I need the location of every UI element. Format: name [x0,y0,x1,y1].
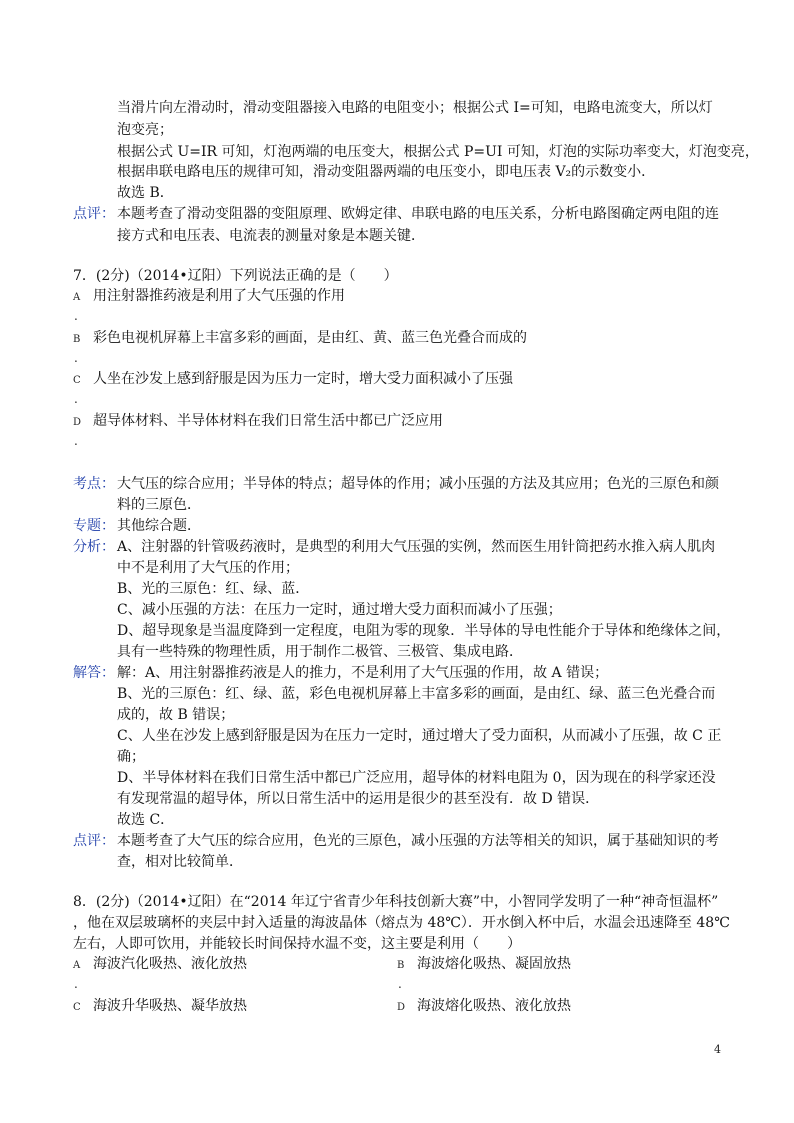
text-line: D、超导现象是当温度降到一定程度，电阻为零的现象．半导体的导电性能介于导体和绝缘体之间， [117,623,731,639]
question-stem: ，他在双层玻璃杯的夹层中封入适量的海波晶体（熔点为 48℃）．开水倒入杯中后，水温会迅速降至 48℃ [73,915,730,931]
question-stem: 左右，人即可饮用，并能较长时间保持水温不变，这主要是利用（ ） [73,936,521,952]
text-line: C、减小压强的方法：在压力一定时，通过增大受力面积而减小了压强； [117,602,562,618]
page-number: 4 [714,1043,721,1056]
jieda-label: 解答： [73,665,115,681]
option-dot: . [398,977,402,991]
text-line: 本题考查了大气压的综合应用，色光的三原色，减小压强的方法等相关的知识，属于基础知识的考 [117,833,719,849]
text-line: 故选 B． [117,185,174,201]
text-line: 接方式和电压表、电流表的测量对象是本题关键． [117,228,425,244]
text-line: 料的三原色． [117,497,201,513]
text-line: B、光的三原色：红、绿、蓝，彩色电视机屏幕上丰富多彩的画面，是由红、绿、蓝三色光叠合而 [117,686,716,702]
text-line: 确； [117,749,145,765]
text-line: 本题考查了滑动变阻器的变阻原理、欧姆定律、串联电路的电压关系，分析电路图确定两电阻的连 [117,206,719,222]
zhuanti-label: 专题： [73,518,115,534]
question-stem: 8．(2分)（2014•辽阳）在“2014 年辽宁省青少年科技创新大赛”中，小智同学发明了一种“神奇恒温杯” [73,894,719,910]
option-text: 超导体材料、半导体材料在我们日常生活中都已广泛应用 [93,413,443,429]
option-text: 人坐在沙发上感到舒服是因为压力一定时，增大受力面积减小了压强 [93,371,513,387]
option-text: 海波熔化吸热、液化放热 [417,998,571,1014]
option-text: 海波汽化吸热、液化放热 [93,956,247,972]
text-line: 查，相对比较简单． [117,854,243,870]
text-line: 根据串联电路电压的规律可知，滑动变阻器两端的电压变小，即电压表 V₂的示数变小． [117,164,656,180]
text-line: 根据公式 U=IR 可知，灯泡两端的电压变大，根据公式 P=UI 可知，灯泡的实际功率变大，灯泡变亮， [117,144,759,160]
text-line: 解：A、用注射器推药液是人的推力，不是利用了大气压强的作用，故 A 错误； [117,665,609,681]
text-line: 具有一些特殊的物理性质，用于制作二极管、三极管、集成电路． [117,644,523,660]
option-letter: C [73,375,81,386]
dianping-label: 点评： [73,833,115,849]
option-letter: D [397,1002,406,1013]
text-line: 大气压的综合应用；半导体的特点；超导体的作用；减小压强的方法及其应用；色光的三原色和颜 [117,476,719,492]
option-dot: . [74,392,78,406]
option-letter: C [73,1002,81,1013]
option-text: 用注射器推药液是利用了大气压强的作用 [93,288,345,304]
text-line: C、人坐在沙发上感到舒服是因为在压力一定时，通过增大了受力面积，从而减小了压强，故 C 正 [117,728,722,744]
text-line: A、注射器的针管吸药液时，是典型的利用大气压强的实例，然而医生用针筒把药水推入病人肌肉 [117,539,716,555]
option-letter: B [73,334,81,345]
text-line: 泡变亮； [117,122,173,138]
option-letter: A [73,292,81,303]
text-line: 成的，故 B 错误； [117,707,235,723]
question-stem: 7．(2分)（2014•辽阳）下列说法正确的是（ ） [73,268,398,284]
option-text: 海波熔化吸热、凝固放热 [417,956,571,972]
option-letter: A [73,960,81,971]
option-text: 彩色电视机屏幕上丰富多彩的画面，是由红、黄、蓝三色光叠合而成的 [93,330,527,346]
comment-label: 点评： [73,206,115,222]
option-dot: . [74,351,78,365]
text-line: D、半导体材料在我们日常生活中都已广泛应用，超导体的材料电阻为 0，因为现在的科学家还没 [117,770,716,786]
option-dot: . [74,977,78,991]
option-text: 海波升华吸热、凝华放热 [93,998,247,1014]
fenxi-label: 分析： [73,539,115,555]
text-line: 故选 C． [117,812,175,828]
text-line: 有发现常温的超导体，所以日常生活中的运用是很少的甚至没有．故 D 错误． [117,791,600,807]
option-letter: D [73,417,82,428]
text-line: 中不是利用了大气压的作用； [117,560,299,576]
option-dot: . [74,434,78,448]
text-line: 当滑片向左滑动时，滑动变阻器接入电路的电阻变小；根据公式 I=可知，电路电流变大，所以灯 [117,100,713,116]
kaodian-label: 考点： [73,476,115,492]
option-dot: . [74,309,78,323]
option-letter: B [397,960,405,971]
text-line: B、光的三原色：红、绿、蓝． [117,581,310,597]
text-line: 其他综合题． [117,518,201,534]
